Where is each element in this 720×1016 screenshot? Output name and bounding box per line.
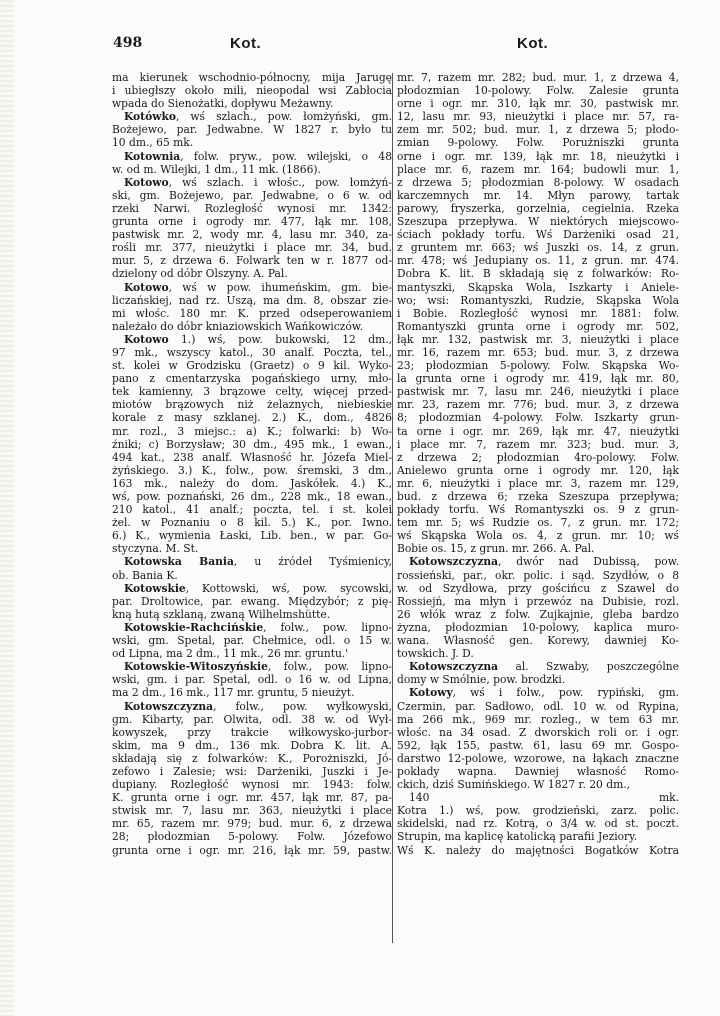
right-column-line: ckich, dziś Sumińskiego. W 1827 r. 20 dm., bbox=[397, 778, 631, 792]
right-column-line: rossieński, par., okr. polic. i sąd. Szydłów, o 8 bbox=[397, 568, 679, 582]
left-column-line: składają się z folwarków: K., Porożniszki, Jó- bbox=[112, 751, 392, 765]
left-column-line: Kotówko, wś szlach., pow. łomżyński, gm. bbox=[124, 110, 392, 124]
page-number: 498 bbox=[113, 35, 143, 51]
left-column-line: mi włośc. 180 mr. K. przed odseperowaniem bbox=[112, 306, 392, 320]
left-column-line: kną hutą szklaną, zwaną Wilhelmshütte. bbox=[112, 607, 331, 621]
left-column-line: żyńskiego. 3.) K., folw., pow. śremski, 3 dm., bbox=[112, 463, 392, 477]
left-column-line: ski, gm. Bożejewo, par. Jedwabne, o 6 w. od bbox=[112, 188, 392, 202]
page-header bbox=[0, 35, 720, 57]
right-column-line: zmian 9-polowy. Folw. Porużniszki grunta bbox=[397, 136, 679, 150]
left-column-line: gm. Kibarty, par. Olwita, odl. 38 w. od Wył- bbox=[112, 712, 392, 726]
left-column-line: ob. Bania K. bbox=[112, 568, 178, 582]
right-column-line: 592, łąk 155, pastw. 61, lasu 69 mr. Gospo- bbox=[397, 738, 679, 752]
left-column-line: korale z masy szklanej. 2.) K., dom., 4826 bbox=[112, 411, 392, 425]
right-column-line: Dobra K. lit. B składają się z folwarków: Ro- bbox=[397, 267, 679, 281]
running-head-left: Kot. bbox=[230, 35, 262, 52]
left-column-line: źniki; c) Borzysław; 30 dm., 495 mk., 1 ewan., bbox=[112, 437, 392, 451]
right-column-line: orne i ogr. mr. 310, łąk mr. 30, pastwisk mr. bbox=[397, 97, 679, 111]
left-column-line: rzeki Narwi. Rozległość wynosi mr. 1342: bbox=[112, 201, 392, 215]
left-column-line: dzielony od dóbr Olszyny. A. Pal. bbox=[112, 267, 288, 281]
right-column-line: Szeszupa przepływa. W niektórych miejscowo- bbox=[397, 215, 679, 229]
left-column-line: ma 2 dm., 16 mk., 117 mr. gruntu, 5 nieużyt. bbox=[112, 686, 355, 700]
left-column-line: Kotowskie, Kottowski, wś, pow. sycowski, bbox=[124, 581, 392, 595]
left-column-line: Bożejewo, par. Jedwabne. W 1827 r. było tu bbox=[112, 123, 392, 137]
left-column-line: par. Droltowice, par. ewang. Międzybór; z pię- bbox=[112, 594, 392, 608]
left-column bbox=[112, 71, 392, 857]
right-column-line: orne i ogr. mr. 139, łąk mr. 18, nieużytki i bbox=[397, 149, 679, 163]
right-column-line: domy w Smólnie, pow. brodzki. bbox=[397, 673, 566, 687]
left-column-line: pastwisk mr. 2, wody mr. 4, lasu mr. 340, za- bbox=[112, 228, 392, 242]
right-column-line: 8; płodozmian 4-polowy. Folw. Iszkarty grun- bbox=[397, 411, 679, 425]
left-column-line: skim, ma 9 dm., 136 mk. Dobra K. lit. A. bbox=[112, 738, 392, 752]
right-column-line: w. od Szydłowa, przy gościńcu z Szawel do bbox=[397, 581, 679, 595]
left-column-line: rośli mr. 377, nieużytki i place mr. 34, bud. bbox=[112, 241, 392, 255]
left-column-line: 494 kat., 238 analf. Własność hr. Józefa Miel- bbox=[112, 450, 392, 464]
right-column-line: łąk mr. 132, pastwisk mr. 3, nieużytki i place bbox=[397, 332, 679, 346]
right-column-line: pastwisk mr. 7, lasu mr. 246, nieużytki i place bbox=[397, 385, 679, 399]
left-column-line: Kotowskie-Rachcińskie, folw., pow. lipno- bbox=[124, 620, 392, 634]
left-column-line: mr. 65, razem mr. 979; bud. mur. 6, z drzewa bbox=[112, 817, 392, 831]
right-column-line: Czermin, par. Sadłowo, odl. 10 w. od Rypina, bbox=[397, 699, 679, 713]
right-column-line: mantyszki, Skąpska Wola, Iszkarty i Aniele- bbox=[397, 280, 679, 294]
left-column-line: w. od m. Wilejki, 1 dm., 11 mk. (1866). bbox=[112, 162, 321, 176]
right-column-line: Strupin, ma kaplicę katolicką parafii Jeziory. bbox=[397, 830, 638, 844]
right-column-line: i Bobie. Rozległość wynosi mr. 1881: folw. bbox=[397, 306, 679, 320]
right-column-line: Wś K. należy do majętności Bogatków Kotra bbox=[397, 843, 679, 857]
right-column-line: tem mr. 5; wś Rudzie os. 7, z grun. mr. 172; bbox=[397, 516, 679, 530]
right-column-line: mr. 6, nieużytki i place mr. 3, razem mr. 129, bbox=[397, 476, 679, 490]
left-column-line: zefowo i Zalesie; wsi: Darżeniki, Juszki i Je- bbox=[112, 764, 392, 778]
right-column-line: 26 włók wraz z folw. Zujkajnie, gleba bardzo bbox=[397, 607, 679, 621]
left-column-line: Kotowszczyzna, folw., pow. wyłkowyski, bbox=[124, 699, 392, 713]
left-column-line: K. grunta orne i ogr. mr. 457, łąk mr. 87, pa- bbox=[112, 791, 392, 805]
left-column-line: i ubiegłszy około mili, nieopodal wsi Zabłocia bbox=[112, 84, 392, 98]
column-divider bbox=[392, 73, 393, 943]
right-column-line: skidelski, nad rz. Kotrą, o 3/4 w. od st. poczt. bbox=[397, 817, 679, 831]
right-column-line: karczemnych mr. 14. Młyn parowy, tartak bbox=[397, 188, 679, 202]
right-column-line: 140 mk. bbox=[409, 791, 679, 805]
right-column-line: ma 266 mk., 969 mr. rozleg., w tem 63 mr. bbox=[397, 712, 679, 726]
right-column bbox=[397, 71, 679, 857]
left-column-line: styczyna. M. St. bbox=[112, 542, 199, 556]
right-column-line: Anielewo grunta orne i ogrody mr. 120, łąk bbox=[397, 463, 679, 477]
left-column-line: wski, gm. i par. Spetal, odl. o 16 w. od Lipna, bbox=[112, 673, 392, 687]
left-column-line: liczańskiej, nad rz. Uszą, ma dm. 8, obszar zie- bbox=[112, 293, 392, 307]
right-column-line: mr. 7, razem mr. 282; bud. mur. 1, z drzewa 4, bbox=[397, 71, 679, 84]
right-column-line: mr. 16, razem mr. 653; bud. mur. 3, z drzewa bbox=[397, 345, 679, 359]
right-column-line: bud. z drzewa 6; rzeka Szeszupa przepływa; bbox=[397, 490, 679, 503]
left-column-line: od Lipna, ma 2 dm., 11 mk., 26 mr. gruntu.' bbox=[112, 647, 349, 661]
left-column-line: tek kamienny, 3 brązowe celty, więcej przed- bbox=[112, 385, 392, 399]
left-column-line: żel. w Poznaniu o 8 kil. 5.) K., por. Iwno. bbox=[112, 516, 392, 530]
right-column-line: towskich. J. D. bbox=[397, 647, 474, 661]
left-column-line: pano z cmentarzyska pogańskiego urny, mło- bbox=[112, 372, 392, 386]
right-column-line: z drzewa 5; płodozmian 8-polowy. W osadach bbox=[397, 175, 679, 189]
left-column-line: Kotowo, wś szlach. i włośc., pow. łomżyń- bbox=[124, 175, 392, 189]
left-column-line: ma kierunek wschodnio-północny, mija Jarugę bbox=[112, 71, 392, 84]
right-column-line: Rossiejń, ma młyn i przewóz na Dubisie, rozl. bbox=[397, 594, 679, 608]
right-column-line: Romantyszki grunta orne i ogrody mr. 502, bbox=[397, 319, 679, 333]
right-column-line: ta orne i ogr. mr. 269, łąk mr. 47, nieużytki bbox=[397, 424, 679, 438]
left-column-line: wś, pow. poznański, 26 dm., 228 mk., 18 ewan., bbox=[112, 490, 392, 503]
left-column-line: 210 katol., 41 analf.; poczta, tel. i st. kolei bbox=[112, 503, 392, 517]
left-column-line: 10 dm., 65 mk. bbox=[112, 136, 194, 150]
left-column-line: 6.) K., wymienia Łaski, Lib. ben., w par. Go- bbox=[112, 529, 392, 543]
right-column-line: place mr. 6, razem mr. 164; budowli mur. 1, bbox=[397, 162, 679, 176]
left-column-line: dupiany. Rozległość wynosi mr. 1943: folw. bbox=[112, 778, 392, 792]
left-column-line: Kotowo, wś w pow. ihumeńskim, gm. bie- bbox=[124, 280, 392, 294]
left-column-line: należało do dóbr kniaziowskich Wańkowiczów. bbox=[112, 319, 364, 333]
left-column-line: stwisk mr. 7, lasu mr. 363, nieużytki i place bbox=[112, 804, 392, 818]
left-column-line: 28; płodozmian 5-polowy. Folw. Józefowo bbox=[112, 830, 392, 844]
right-column-line: 12, lasu mr. 93, nieużytki i place mr. 57, ra- bbox=[397, 110, 679, 124]
left-column-line: 97 mk., wszyscy katol., 30 analf. Poczta, tel., bbox=[112, 345, 392, 359]
right-column-line: darstwo 12-polowe, wzorowe, na łąkach znaczne bbox=[397, 751, 679, 765]
left-column-line: st. kolei w Grodzisku (Graetz) o 9 kil. Wyko- bbox=[112, 359, 392, 373]
left-column-line: grunta orne i ogr. mr. 216, łąk mr. 59, pastw. bbox=[112, 843, 392, 857]
left-column-line: Kotownia, folw. pryw., pow. wilejski, o 48 bbox=[124, 149, 392, 163]
scan-edge bbox=[0, 0, 14, 1016]
right-column-line: Kotowszczyzna al. Szwaby, poszczególne bbox=[409, 660, 679, 674]
right-column-line: wo; wsi: Romantyszki, Rudzie, Skąpska Wola bbox=[397, 293, 679, 307]
right-column-line: pokłady torfu. Wś Romantyszki os. 9 z grun- bbox=[397, 503, 679, 517]
right-column-line: Bobie os. 15, z grun. mr. 266. A. Pal. bbox=[397, 542, 595, 556]
right-column-line: la grunta orne i ogrody mr. 419, łąk mr. 80, bbox=[397, 372, 679, 386]
left-column-line: Kotowska Bania, u źródeł Tyśmienicy, bbox=[124, 555, 392, 569]
right-column-line: żyzna, płodozmian 10-polowy, kaplica muro- bbox=[397, 620, 679, 634]
right-column-line: wś Skąpska Wola os. 4, z grun. mr. 10; wś bbox=[397, 529, 679, 543]
left-column-line: mr. rozl., 3 miejsc.: a) K.; folwarki: b) Wo- bbox=[112, 424, 392, 438]
right-column-line: mr. 23, razem mr. 776; bud. mur. 3, z drzewa bbox=[397, 398, 679, 412]
left-column-line: wski, gm. Spetal, par. Chełmice, odl. o 15 w. bbox=[112, 634, 392, 648]
right-column-line: ściach pokłady torfu. Wś Darżeniki osad 21, bbox=[397, 228, 679, 242]
left-column-line: miotów brązowych niż żelaznych, niebieskie bbox=[112, 398, 392, 412]
right-column-line: mr. 478; wś Jedupiany os. 11, z grun. mr. 474. bbox=[397, 254, 679, 268]
left-column-line: grunta orne i ogrody mr. 477, łąk mr. 108, bbox=[112, 215, 392, 229]
right-column-line: z drzewa 2; płodozmian 4ro-polowy. Folw. bbox=[397, 450, 679, 464]
right-column-line: Kotra 1.) wś, pow. grodzieński, zarz. polic. bbox=[397, 804, 679, 818]
right-column-line: z gruntem mr. 663; wś Juszki os. 14, z grun. bbox=[397, 241, 679, 255]
left-column-line: kowyszek, przy trakcie wiłkowysko-jurbor- bbox=[112, 725, 392, 739]
right-column-line: i place mr. 7, razem mr. 323; bud. mur. 3, bbox=[397, 437, 679, 451]
right-column-line: parowy, fryszerka, gorzelnia, cegielnia. Rzeka bbox=[397, 201, 679, 215]
left-column-line: Kotowo 1.) wś, pow. bukowski, 12 dm., bbox=[124, 332, 392, 346]
right-column-line: wana. Własność gen. Korewy, dawniej Ko- bbox=[397, 634, 679, 648]
right-column-line: pokłady wapna. Dawniej własność Romo- bbox=[397, 764, 679, 778]
right-column-line: Kotowy, wś i folw., pow. rypiński, gm. bbox=[409, 686, 679, 700]
running-head-right: Kot. bbox=[517, 35, 549, 52]
left-column-line: wpada do Sienożatki, dopływu Meżawny. bbox=[112, 97, 334, 111]
left-column-line: 163 mk., należy do dom. Jaskółek. 4.) K., bbox=[112, 476, 392, 490]
right-column-line: Kotowszczyzna, dwór nad Dubissą, pow. bbox=[409, 555, 679, 569]
right-column-line: zem mr. 502; bud. mur. 1, z drzewa 5; płodo- bbox=[397, 123, 679, 137]
left-column-line: Kotowskie-Witoszyńskie, folw., pow. lipno- bbox=[124, 660, 392, 674]
right-column-line: włośc. na 34 osad. Z dworskich roli or. i ogr. bbox=[397, 725, 679, 739]
left-column-line: mur. 5, z drzewa 6. Folwark ten w r. 1877 od- bbox=[112, 254, 392, 268]
right-column-line: płodozmian 10-polowy. Folw. Zalesie grunta bbox=[397, 84, 679, 98]
right-column-line: 23; płodozmian 5-polowy. Folw. Skąpska Wo- bbox=[397, 359, 679, 373]
